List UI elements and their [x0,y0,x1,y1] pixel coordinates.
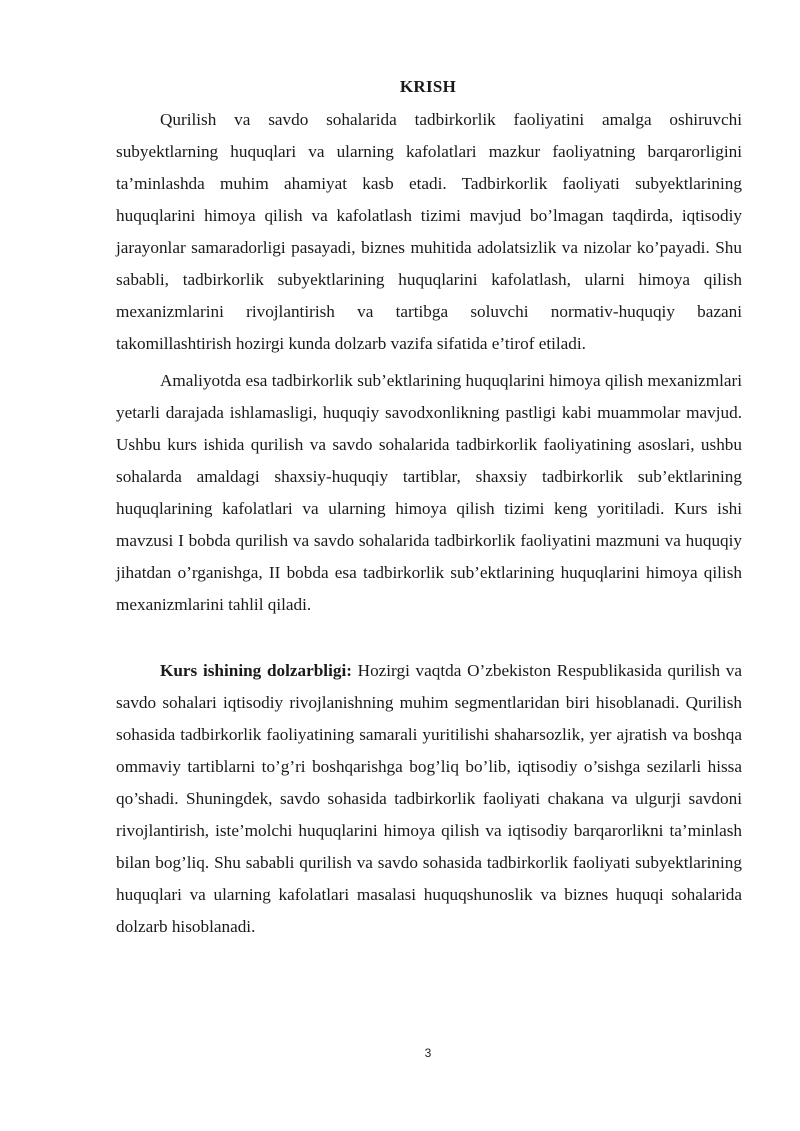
section-heading: KRISH [399,77,457,96]
paragraph-practice [116,365,742,621]
paragraph-introduction [116,104,742,360]
page-number: 3 [424,1046,432,1060]
paragraph-text: Amaliyotda esa tadbirkorlik sub’ektlarining huquqlarini himoya qilish mexanizmlari yetarli darajada ishlamasligi, huquqiy savodxonlikning pastligi kabi muammolar mavjud. Ushbu kurs ishida qurilish va savdo sohalarida tadbirkorlik faoliyatining asoslari, ushbu sohalarda amaldagi shaxsiy-huquqiy tartiblar, shaxsiy tadbirkorlik sub’ektlarining huquqlarining kafolatlari va ularning himoya qilish tizimi keng yoritiladi. Kurs ishi mavzusi I bobda qurilish va savdo sohalarida tadbirkorlik faoliyatini mazmuni va huquqiy jihatdan o’rganishga, II bobda esa tadbirkorlik sub’ektlarining huquqlarini himoya qilish mexanizmlarini tahlil qiladi. [116,371,742,614]
paragraph-text: Qurilish va savdo sohalarida tadbirkorlik faoliyatini amalga oshiruvchi subyektlarning huquqlari va ularning kafolatlari mazkur faoliyatning barqarorligini ta’minlashda muhim ahamiyat kasb etadi. Tadbirkorlik faoliyati subyektlarining huquqlarini himoya qilish va kafolatlash tizimi mavjud bo’lmagan taqdirda, iqtisodiy jarayonlar samaradorligi pasayadi, biznes muhitida adolatsizlik va nizolar ko’payadi. Shu sababli, tadbirkorlik subyektlarining huquqlarini kafolatlash, ularni himoya qilish mexanizmlarini rivojlantirish va tartibga soluvchi normativ-huquqiy bazani takomillashtirish hozirgi kunda dolzarb vazifa sifatida e’tirof etiladi. [116,110,742,353]
paragraph-text [116,655,742,943]
paragraph-lead-bold: Kurs ishining dolzarbligi: [160,661,352,680]
paragraph-relevance [116,655,742,943]
paragraph-body-text: Hozirgi vaqtda O’zbekiston Respublikasida qurilish va savdo sohalari iqtisodiy rivojlanishning muhim segmentlaridan biri hisoblanadi. Qurilish sohasida tadbirkorlik faoliyatining samarali yuritilishi shaharsozlik, yer ajratish va boshqa ommaviy tartiblarni to’g’ri boshqarishga bog’liq bo’lib, iqtisodiy o’sishga sezilarli hissa qo’shadi. Shuningdek, savdo sohasida tadbirkorlik faoliyati chakana va ulgurji savdoni rivojlantirish, iste’molchi huquqlarini himoya qilish va iqtisodiy barqarorlikni ta’minlash bilan bog’liq. Shu sababli qurilish va savdo sohasida tadbirkorlik faoliyati subyektlarining huquqlari va ularning kafolatlari masalasi huquqshunoslik va biznes huquqi sohalarida dolzarb hisoblanadi. [116,661,742,936]
